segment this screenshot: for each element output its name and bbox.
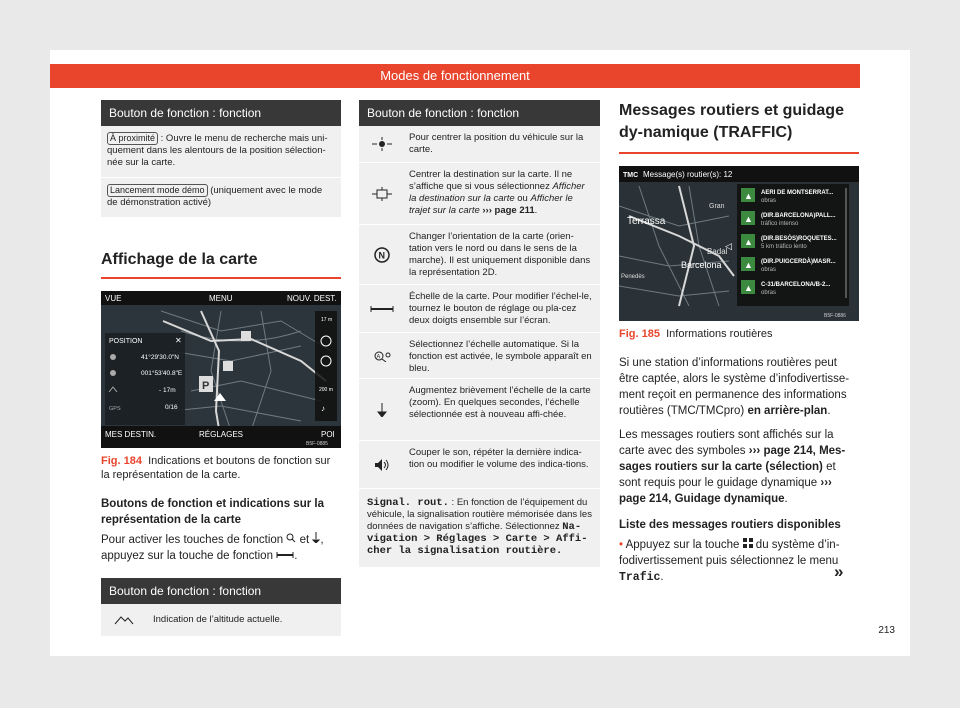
altitude-icon — [114, 615, 134, 625]
table-row: Couper le son, répéter la dernière indica-tion ou modifier le volume des indica-tions. — [359, 440, 600, 488]
table3-head: Bouton de fonction : fonction — [359, 100, 600, 126]
chevron-left-icon[interactable]: ◁ — [725, 241, 732, 251]
figure-184 — [101, 291, 341, 448]
map-screen-image — [101, 291, 341, 448]
tmc-label: TMC — [623, 172, 639, 179]
center-destination-icon — [372, 187, 392, 201]
zoom-marker-icon — [377, 403, 387, 417]
traffic-message-count: Message(s) routier(s): 12 — [643, 170, 733, 179]
svg-text:001°53'40.8"E: 001°53'40.8"E — [141, 370, 183, 377]
svg-text:C-31/BARCELONA/B-2...: C-31/BARCELONA/B-2... — [761, 282, 831, 288]
paragraph-bullet: • Appuyez sur la touche du système d’in-fodivertissement puis sélectionnez le menu Trafic. — [619, 539, 840, 584]
paragraph-activer: Pour activer les touches de fonction et , appuyez sur la touche de fonction . — [101, 534, 324, 562]
map-btn-reglages[interactable]: RÉGLAGES — [199, 430, 244, 439]
table-row: Augmentez brièvement l’échelle de la carte (zoom). En quelques secondes, l’échelle sélectionnée est à nouveau affi-chée. — [359, 378, 600, 440]
section-title-carte: Affichage de la carte — [101, 243, 341, 279]
link-page-214-messages[interactable]: ››› page 214, Mes-sages routiers sur la carte (sélection) — [619, 445, 846, 473]
zoom-magnifier-icon — [286, 533, 296, 543]
svg-text:(DIR.BARCELONA)PALL...: (DIR.BARCELONA)PALL... — [761, 213, 836, 219]
svg-text:17 m: 17 m — [321, 317, 333, 323]
svg-text:0/16: 0/16 — [165, 404, 178, 411]
paragraph-station: Si une station d’informations routières peut être captée, alors le système d’infodivertisse-ment reçoit en permanence des informations routières (TMC/TMCpro) en arrière-plan. — [619, 357, 850, 417]
table2-head: Bouton de fonction : fonction — [101, 578, 341, 604]
map-btn-poi[interactable]: POI — [321, 430, 335, 439]
svg-text:▲: ▲ — [744, 260, 753, 270]
svg-text:obras: obras — [761, 290, 777, 296]
svg-text:B5F-0885: B5F-0885 — [306, 441, 328, 447]
svg-text:tráfico intenso: tráfico intenso — [761, 221, 799, 227]
table1 — [101, 126, 341, 217]
table2 — [101, 604, 341, 636]
figure-185-caption: Fig. 185 Informations routières — [619, 328, 773, 340]
table-row: A Sélectionnez l’échelle automatique. Si la fonction est activée, le symbole apparaît en bleu. — [359, 332, 600, 378]
table-row: Signal. rout. : En fonction de l’équipement du véhicule, la signalisation routière mémorisée dans les données de navigation s’affiche. Sélectionnez Na-vigation > Réglages > Carte > Affi-cher la signalisation routière. — [359, 488, 600, 567]
svg-text:200 m: 200 m — [319, 387, 333, 393]
map-scale-icon — [276, 551, 294, 559]
svg-text:GPS: GPS — [109, 406, 121, 412]
svg-text:Barcelona: Barcelona — [681, 260, 722, 270]
scrollbar[interactable] — [845, 188, 847, 298]
menu-grid-icon — [743, 538, 753, 548]
speaker-icon — [374, 458, 390, 472]
svg-text:▲: ▲ — [744, 237, 753, 247]
table-row: Pour centrer la position du véhicule sur la carte. — [359, 126, 600, 162]
svg-text:41°29'30.0"N: 41°29'30.0"N — [141, 354, 179, 361]
svg-text:▲: ▲ — [744, 214, 753, 224]
section-title-traffic: Messages routiers et guidage dy-namique (TRAFFIC) — [619, 100, 859, 154]
traffic-screen-image — [619, 166, 859, 321]
svg-text:(DIR.PUIGCERDÀ)MASR...: (DIR.PUIGCERDÀ)MASR... — [761, 259, 836, 265]
svg-text:P: P — [202, 380, 210, 392]
key-a-proximite: À proximité — [107, 132, 158, 145]
position-panel-title: POSITION — [109, 338, 143, 345]
svg-text:A: A — [376, 353, 381, 360]
column-right — [619, 100, 859, 586]
table-row: Indication de l’altitude actuelle. — [101, 604, 341, 636]
svg-text:▲: ▲ — [744, 191, 753, 201]
compass-north-icon — [374, 247, 390, 263]
svg-text:Gran: Gran — [709, 203, 725, 210]
svg-text:♪: ♪ — [321, 404, 325, 413]
map-scale-icon — [370, 305, 394, 313]
svg-text:5 km tráfico lento: 5 km tráfico lento — [761, 244, 807, 250]
subsection-title-liste: Liste des messages routiers disponibles — [619, 519, 841, 531]
link-page-214-guidage[interactable]: ››› page 214, Guidage dynamique — [619, 477, 832, 505]
svg-text:▲: ▲ — [744, 283, 753, 293]
svg-text:B5F-0886: B5F-0886 — [824, 313, 846, 319]
subsection-title-boutons: Boutons de fonction et indications sur la représentation de la carte — [101, 498, 324, 526]
figure-184-caption: Fig. 184 Indications et boutons de fonction sur la représentation de la carte. — [101, 455, 331, 481]
svg-text:obras: obras — [761, 198, 777, 204]
svg-text:(DIR.BESÒS)ROQUETES...: (DIR.BESÒS)ROQUETES... — [761, 236, 837, 242]
table-row: N Changer l’orientation de la carte (orien-tation vers le nord ou dans le sens de la marche). Il est uniquement disponible dans la représentation 2D. — [359, 224, 600, 284]
column-left — [101, 100, 341, 636]
svg-text:- 17m: - 17m — [159, 387, 176, 394]
table-row: Échelle de la carte. Pour modifier l’échel-le, tournez le bouton de réglage ou pla-cez deux doigts ensemble sur l’écran. — [359, 284, 600, 332]
table1-head: Bouton de fonction : fonction — [101, 100, 341, 126]
table-row: Lancement mode démo (uniquement avec le mode de démonstration activé) — [101, 177, 341, 217]
figure-185 — [619, 166, 859, 321]
close-icon[interactable]: ✕ — [175, 336, 182, 345]
table3 — [359, 126, 600, 567]
column-middle — [359, 100, 600, 567]
svg-text:Penedès: Penedès — [621, 274, 645, 280]
svg-text:Terrassa: Terrassa — [627, 216, 666, 227]
svg-text:N: N — [378, 250, 385, 260]
map-btn-mes-destin[interactable]: MES DESTIN. — [105, 430, 157, 439]
paragraph-messages: Les messages routiers sont affichés sur la carte avec des symboles ››› page 214, Mes-sages routiers sur la carte (sélection) et sont requis pour le guidage dynamique ››› page 214, Guidage dynamique. — [619, 429, 846, 505]
map-btn-vue[interactable]: VUE — [105, 294, 122, 303]
auto-scale-icon — [373, 350, 391, 362]
svg-text:obras: obras — [761, 267, 777, 273]
center-vehicle-icon — [372, 137, 392, 151]
svg-text:Badal: Badal — [707, 247, 728, 256]
page-header: Modes de fonctionnement — [50, 64, 860, 88]
continue-chevron: » — [834, 562, 844, 581]
key-lancement-demo: Lancement mode démo — [107, 184, 208, 197]
page-number: 213 — [878, 625, 895, 636]
map-btn-nouv-dest[interactable]: NOUV. DEST. — [287, 294, 337, 303]
map-btn-menu[interactable]: MENU — [209, 294, 233, 303]
svg-text:AERI DE MONTSERRAT...: AERI DE MONTSERRAT... — [761, 190, 834, 196]
table-row: Centrer la destination sur la carte. Il ne s’affiche que si vous sélectionnez Afficher la destination sur la carte ou Afficher le trajet sur la carte ››› page 211. — [359, 162, 600, 224]
table-row: À proximité : Ouvre le menu de recherche mais uni-quement dans les alentours de la position sélection-née sur la carte. — [107, 133, 328, 168]
